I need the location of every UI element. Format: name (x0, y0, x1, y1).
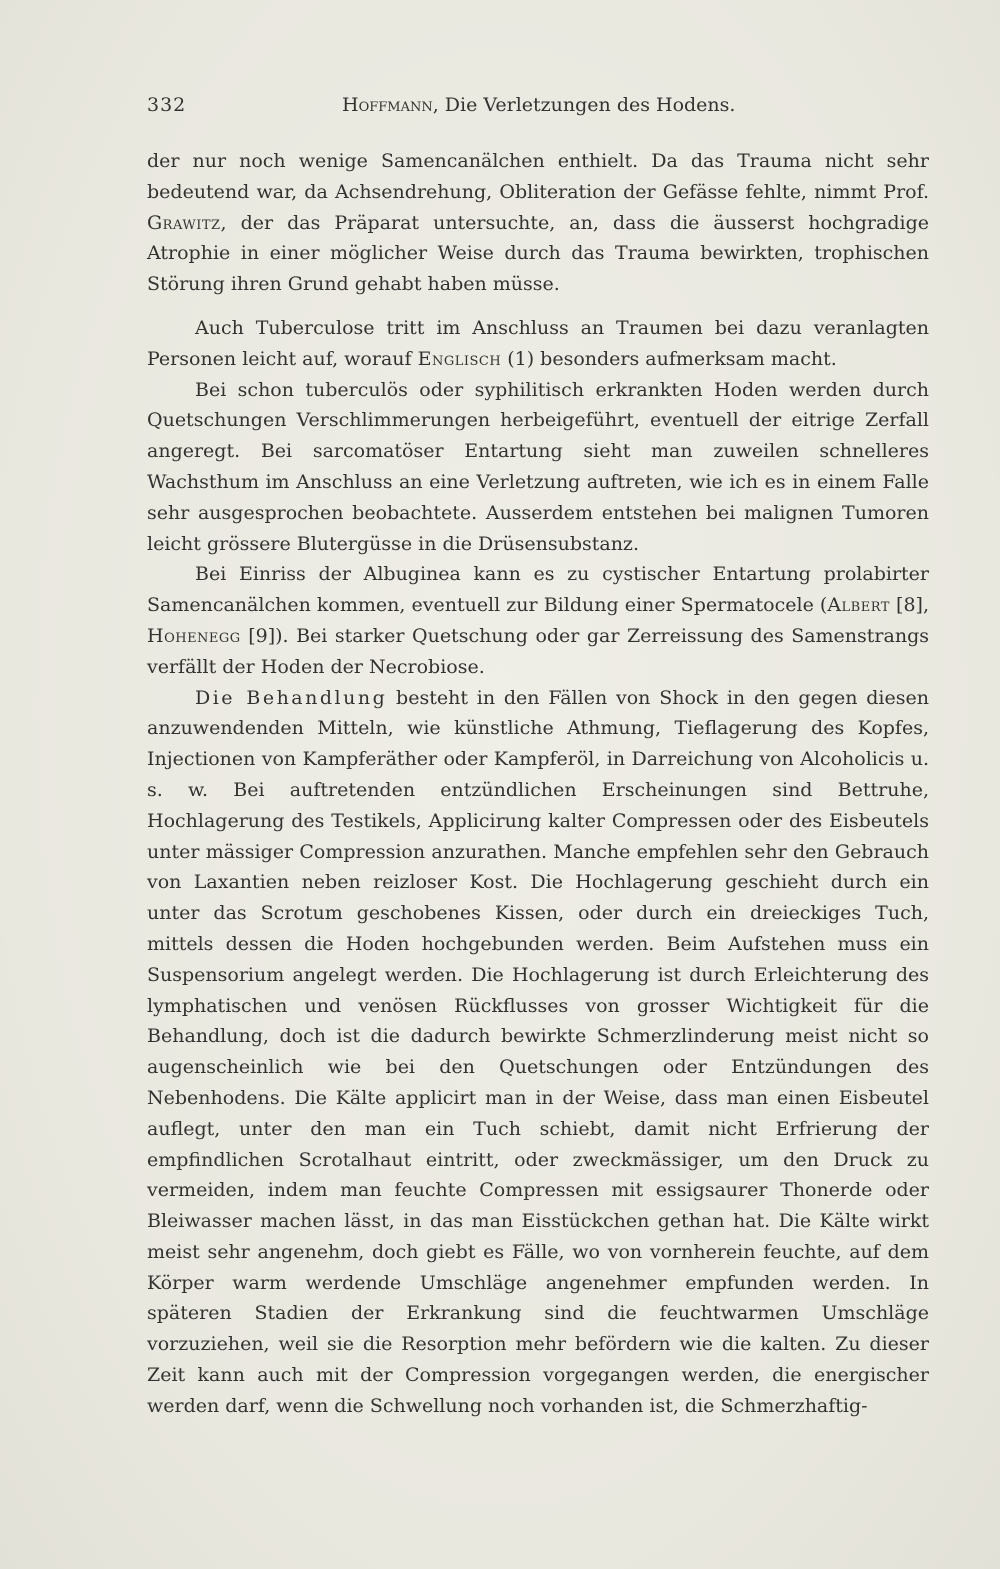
page-number: 332 (147, 94, 187, 116)
paragraph-2 (147, 313, 929, 375)
paragraph-3: Bei schon tuberculös oder syphilitisch erkrankten Hoden werden durch Quetschungen Verschlimmerungen herbeigeführt, eventuell der eitrige Zerfall angeregt. Bei sarcomatöser Entartung sieht man zuweilen schnelleres Wachsthum im Anschluss an eine Verletzung auftreten, wie ich es in einem Falle sehr ausgesprochen beobachtete. Ausserdem entstehen bei malignen Tumoren leicht grössere Blutergüsse in die Drüsensubstanz. (147, 378, 929, 555)
paragraph-2-text-b: (1) besonders aufmerksam macht. (501, 347, 837, 370)
paragraph-4-text-b: [9]). Bei starker Quetschung oder gar Zerreissung des Samenstrangs verfällt der Hoden der Necrobiose. (147, 624, 929, 678)
running-title-text: , Die Verletzungen des Hodens. (432, 94, 736, 116)
author-name-grawitz: Grawitz (147, 211, 221, 234)
running-head (147, 90, 927, 124)
section-emphasis: Die Behandlung (195, 686, 388, 709)
paragraph-5 (147, 683, 929, 1422)
running-title (342, 94, 735, 116)
author-name-hohenegg: Hohenegg (147, 624, 241, 647)
reference-albert: [8], (889, 594, 929, 617)
paragraph-1 (147, 146, 929, 300)
paragraph-4 (147, 559, 929, 682)
paragraph-1-text-b: , der das Präparat untersuchte, an, dass die äusserst hochgradige Atrophie in einer möglicher Weise durch das Trauma bewirkten, trophischen Störung ihren Grund gehabt haben müsse. (147, 211, 929, 296)
paragraph-2-text-a: Auch Tuberculose tritt im Anschluss an Traumen bei dazu veranlagten Personen leicht auf, worauf (147, 316, 929, 370)
paragraph-4-text-a: Bei Einriss der Albuginea kann es zu cystischer Entartung prolabirter Samencanälchen kommen, eventuell zur Bildung einer Spermatocele ( (147, 563, 929, 617)
body-text (147, 146, 929, 1422)
author-name-albert: Albert (827, 594, 890, 617)
running-title-author: Hoffmann (342, 94, 433, 116)
paragraph-1-text-a: der nur noch wenige Samencanälchen enthielt. Da das Trauma nicht sehr bedeutend war, da Achsendrehung, Obliteration der Gefässe fehlte, nimmt Prof. (147, 150, 929, 203)
paragraph-5-text: besteht in den Fällen von Shock in den gegen diesen anzuwendenden Mitteln, wie künstliche Athmung, Tieflagerung des Kopfes, Injectionen von Kampferäther oder Kampferöl, in Darreichung von Alcoholicis u. s. w. Bei auftretenden entzündlichen Erscheinungen sind Bettruhe, Hochlagerung des Testikels, Applicirung kalter Compressen oder des Eisbeutels unter mässiger Compression anzurathen. Manche empfehlen sehr den Gebrauch von Laxantien neben reizloser Kost. Die Hochlagerung geschieht durch ein unter das Scrotum geschobenes Kissen, oder durch ein dreieckiges Tuch, mittels dessen die Hoden hochgebunden werden. Beim Aufstehen muss ein Suspensorium angelegt werden. Die Hochlagerung ist durch Erleichterung des lymphatischen und venösen Rückflusses von grosser Wichtigkeit für die Behandlung, doch ist die dadurch bewirkte Schmerzlinderung meist nicht so augenscheinlich wie bei den Quetschungen oder Entzündungen des Nebenhodens. Die Kälte applicirt man in der Weise, dass man einen Eisbeutel auflegt, unter den man ein Tuch schiebt, damit nicht Erfrierung der empfindlichen Scrotalhaut eintritt, oder zweckmässiger, um den Druck zu vermeiden, indem man feuchte Compressen mit essigsaurer Thonerde oder Bleiwasser machen lässt, in das man Eisstückchen gethan hat. Die Kälte wirkt meist sehr angenehm, doch giebt es Fälle, wo von vornherein feuchte, auf dem Körper warm werdende Umschläge angenehmer empfunden werden. In späteren Stadien der Erkrankung sind die feuchtwarmen Umschläge vorzuziehen, weil sie die Resorption mehr befördern wie die kalten. Zu dieser Zeit kann auch mit der Compression vorgegangen werden, die energischer werden darf, wenn die Schwellung noch vorhanden ist, die Schmerzhaftig- (147, 686, 929, 1417)
author-name-englisch: Englisch (417, 347, 502, 370)
